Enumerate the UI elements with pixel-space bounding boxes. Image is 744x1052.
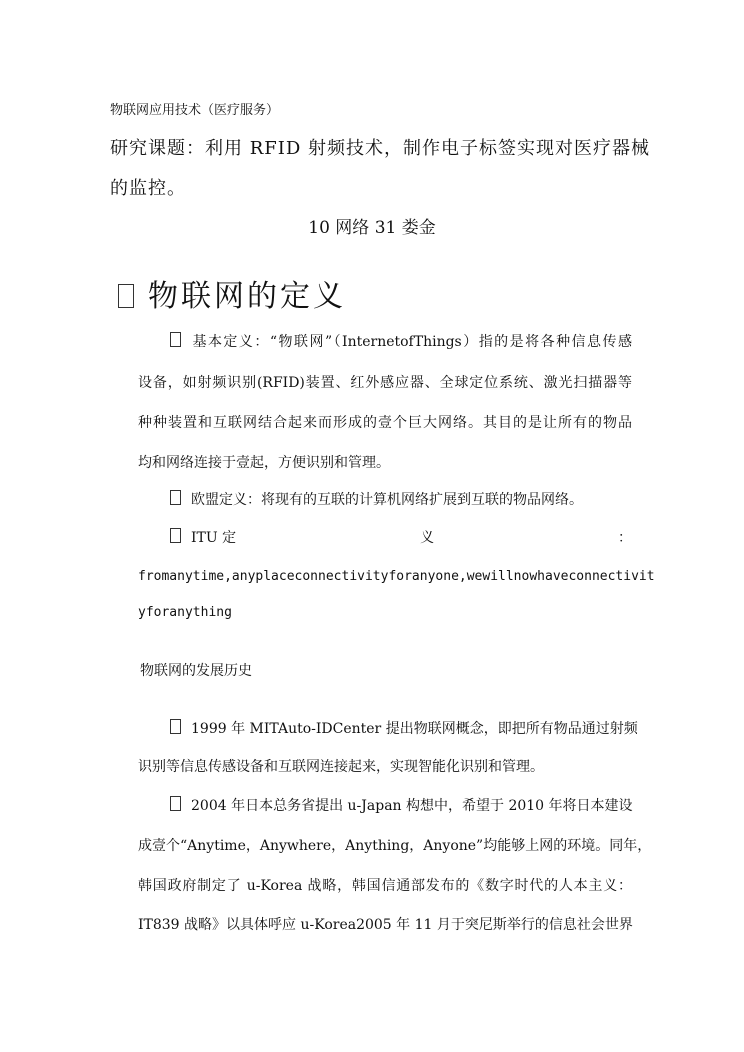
basic-def-line-4: 均和网络连接于壹起，方便识别和管理。 — [138, 455, 390, 471]
history-p1-line-2: 识别等信息传感设备和互联网连接起来，实现智能化识别和管理。 — [138, 759, 544, 775]
itu-colon: ： — [618, 530, 632, 546]
bullet-icon — [170, 332, 181, 347]
bullet-icon — [118, 284, 134, 308]
topic-line-2: 的监控。 — [110, 178, 186, 199]
history-p2-line-4: IT839 战略》以具体呼应 u-Korea2005 年 11 月于突尼斯举行的信息社会世界 — [138, 917, 633, 933]
bullet-icon — [170, 719, 181, 734]
basic-def-line-3: 种种装置和互联网结合起来而形成的壹个巨大网络。其目的是让所有的物品 — [138, 415, 632, 431]
itu-def-line-2: fromanytime,anyplaceconnectivityforanyone,wewillnowhaveconnectivit — [138, 569, 655, 584]
bullet-icon — [170, 528, 181, 543]
section-title: 物联网的定义 — [148, 279, 346, 314]
history-p1-line-1: 1999 年 MITAuto-IDCenter 提出物联网概念，即把所有物品通过射频 — [170, 718, 632, 738]
section-heading-definition — [118, 271, 346, 315]
topic-line-1: 研究课题：利用 RFID 射频技术，制作电子标签实现对医疗器械 — [110, 138, 651, 159]
history-p2-line-1: 2004 年日本总务省提出 u-Japan 构想中，希望于 2010 年将日本建设 — [170, 795, 632, 815]
history-p2-line-2: 成壹个“Anytime，Anywhere，Anything，Anyone”均能够上网的环境。同年， — [138, 838, 652, 854]
section-heading-history: 物联网的发展历史 — [140, 663, 252, 679]
bullet-icon — [170, 490, 181, 505]
history-p2-line-3: 韩国政府制定了 u-Korea 战略，韩国信通部发布的《数字时代的人本主义： — [138, 878, 632, 894]
basic-def-line-2: 设备，如射频识别(RFID)装置、红外感应器、全球定位系统、激光扫描器等 — [138, 375, 632, 391]
author-line: 10 网络 31 娄金 — [308, 218, 436, 238]
bullet-icon — [170, 796, 181, 811]
itu-def-line-3: yforanything — [138, 605, 232, 620]
itu-def-line-1 — [170, 527, 632, 547]
basic-def-line-1: 基本定义：“物联网”（InternetofThings）指的是将各种信息传感 — [170, 331, 632, 351]
eu-def: 欧盟定义：将现有的互联的计算机网络扩展到互联的物品网络。 — [170, 489, 632, 509]
itu-label: ITU 定 — [170, 527, 236, 547]
itu-label-2: 义 — [420, 530, 435, 546]
course-header: 物联网应用技术（医疗服务） — [110, 103, 280, 118]
